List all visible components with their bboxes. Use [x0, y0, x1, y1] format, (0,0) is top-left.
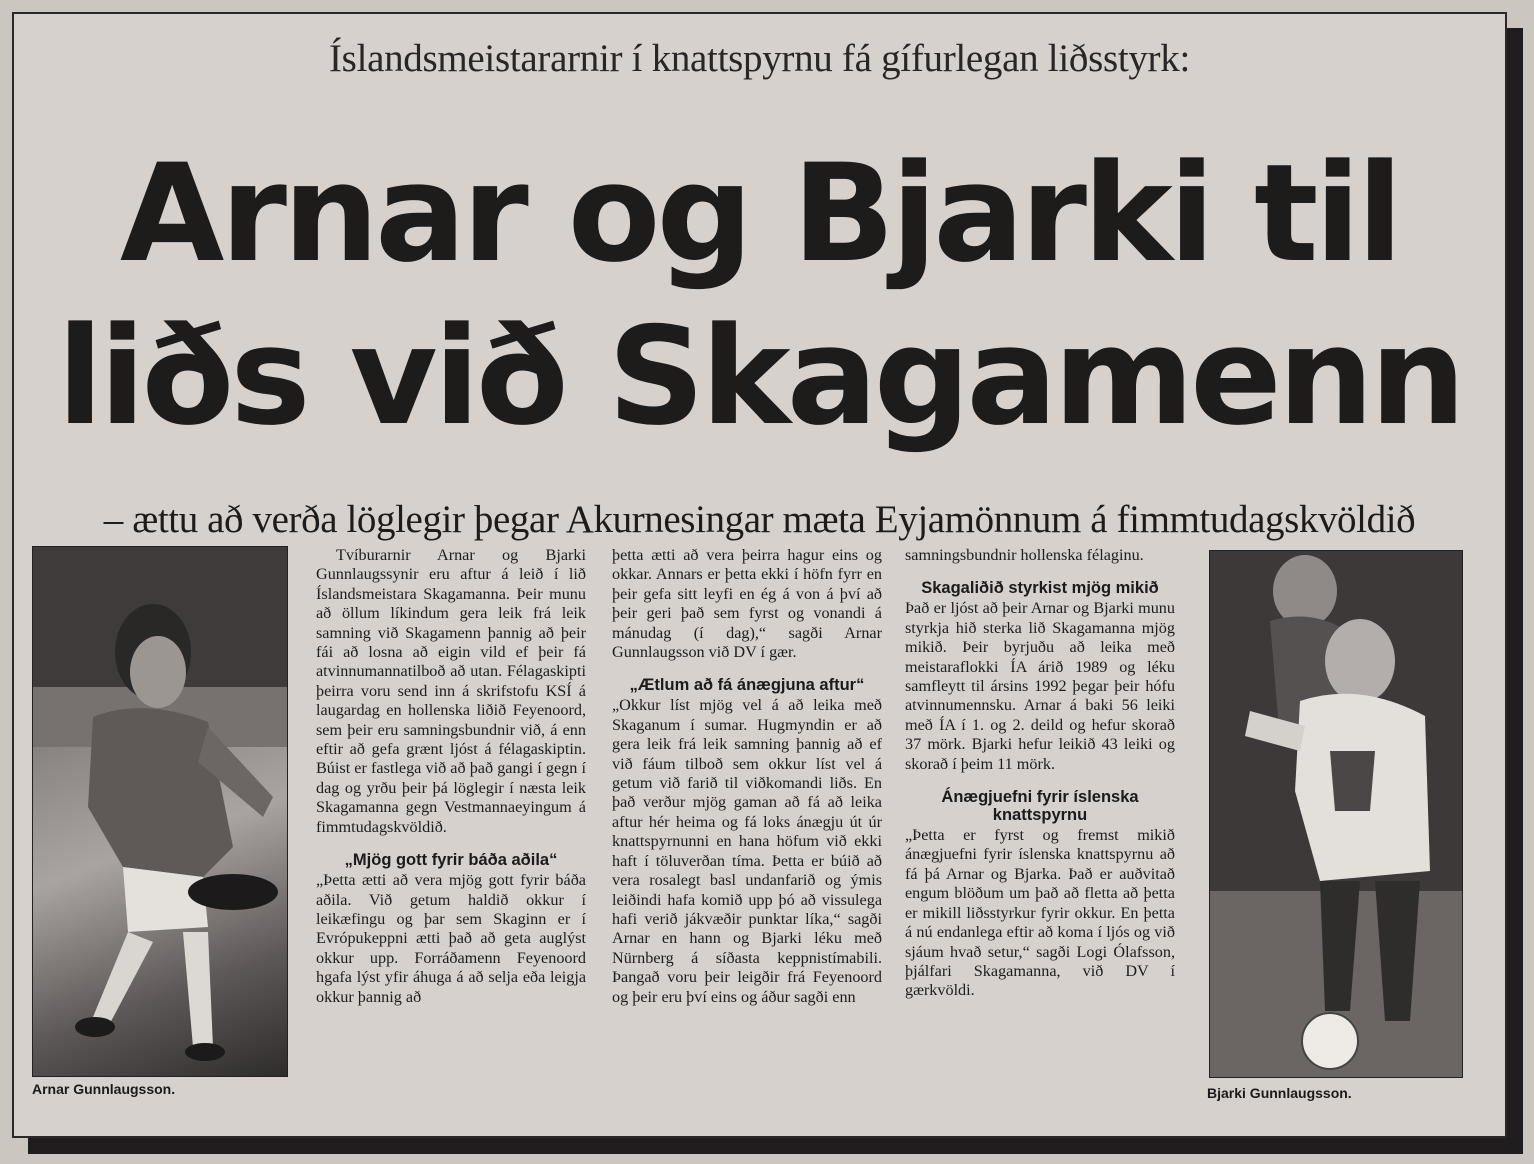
crosshead: „Mjög gott fyrir báða aðila“	[344, 851, 558, 870]
paragraph: samningsbundnir hollenska félaginu.	[905, 546, 1144, 564]
player-silhouette-left	[33, 547, 287, 1076]
paragraph: „Þetta er fyrst og fremst mikið ánægjuefni fyrir íslenska knattspyrnu að fá þá Arnar og Bjarka. Það er auðvitað engum blöðum um það að fletta að þetta er mikill liðsstyrkur fyrir okkur. En þetta á nú endanlega eftir að koma í ljós og við sjáum hvað setur,“ sagði Logi Ólafsson, þjálfari Skagamanna, við DV í gærkvöldi.	[905, 826, 1175, 1000]
paragraph: Tvíburarnir Arnar og Bjarki Gunnlaugssynir eru aftur á leið í lið Íslandsmeistara Skagamanna. Þeir munu að öllum líkindum gera leik frá leik samning við Skagamenn þannig að þeir fái að losna að eigin vild ef þeir fá atvinnumannatilboð að utan. Félagaskipti þeirra voru send inn á skrifstofu KSÍ á laugardag en hollenska liðið Feyenoord, sem þeir eru samningsbundnir við, á enn eftir að gefa grænt ljóst á félagaskiptin. Búist er fastlega við að það gangi í gegn í dag og yrðu þeir þá löglegir í næsta leik Skagamanna gegn Vestmannaeyingum á fimmtudagskvöldið.	[316, 546, 586, 836]
article-column-2	[612, 546, 882, 1007]
photo-arnar	[32, 546, 288, 1077]
crosshead: Ánægjuefni fyrir íslenska knattspyrnu	[941, 788, 1139, 825]
article-column-3	[905, 546, 1175, 1001]
paragraph: þetta ætti að vera þeirra hagur eins og okkar. Annars er þetta ekki í höfn fyrr en þeir gefa sitt leyfi en ég á von á því að þeir geri það sem fyrst og vonandi á mánudag (í dag),“ sagði Arnar Gunnlaugsson við DV í gær.	[612, 546, 882, 662]
kicker: Íslandsmeistararnir í knattspyrnu fá gífurlegan liðsstyrk:	[329, 37, 1190, 80]
article-column-1	[316, 546, 586, 1007]
crosshead: Skagaliðið styrkist mjög mikið	[921, 579, 1159, 598]
photo-left-caption: Arnar Gunnlaugsson.	[32, 1081, 176, 1097]
paragraph: Það er ljóst að þeir Arnar og Bjarki munu styrkja hið sterka lið Skagamanna mjög mikið. Þeir byrjuðu að leika með meistaraflokki ÍA árið 1989 og léku samfleytt til ársins 1992 þegar þeir hófu atvinnumennsku. Arnar á baki 56 leiki með ÍA í 1. og 2. deild og hefur skorað 37 mörk. Bjarki hefur leikið 43 leiki og skorað í þeim 11 mörk.	[905, 599, 1175, 773]
subheadline: – ættu að verða löglegir þegar Akurnesingar mæta Eyjamönnum á fimmtudagskvöldið	[103, 498, 1416, 541]
paragraph: „Okkur líst mjög vel á að leika með Skaganum í sumar. Hugmyndin er að gera leik frá leik samning þannig að ef við fáum tilboð sem okkur líst vel á getum við farið til viðkomandi liðs. En það verður mjög gaman að fá að leika aftur hér heima og fá loks ánægju út úr knattspyrnunni en hana höfum við ekki haft í töluverðan tíma. Þetta er búið að vera rosalegt basl undanfarið og ýmis leiðindi hafa komið upp þó að vissulega hafi verið jákvæðir punktar líka,“ sagði Arnar en hann og Bjarki léku með Nürnberg á síðasta keppnistímabili. Þangað voru þeir leigðir frá Feyenoord og þeir eru því eins og áður sagði enn	[612, 696, 882, 1006]
photo-bjarki	[1209, 550, 1463, 1078]
crosshead: „Ætlum að fá ánægjuna aftur“	[629, 676, 865, 695]
player-silhouette-right	[1210, 551, 1462, 1077]
headline-line-1: Arnar og Bjarki til	[119, 135, 1400, 292]
photo-right-caption: Bjarki Gunnlaugsson.	[1207, 1085, 1352, 1101]
headline-line-2: liðs við Skagamenn	[57, 298, 1462, 455]
paragraph: „Þetta ætti að vera mjög gott fyrir báða aðila. Við getum haldið okkur í leikæfingu og þar sem Skaginn er í Evrópukeppni ætti það að geta auglýst okkur upp. Forráðamenn Feyenoord hgafa lýst yfir áhuga á að selja eða leigja okkur þannig að	[316, 871, 586, 1006]
